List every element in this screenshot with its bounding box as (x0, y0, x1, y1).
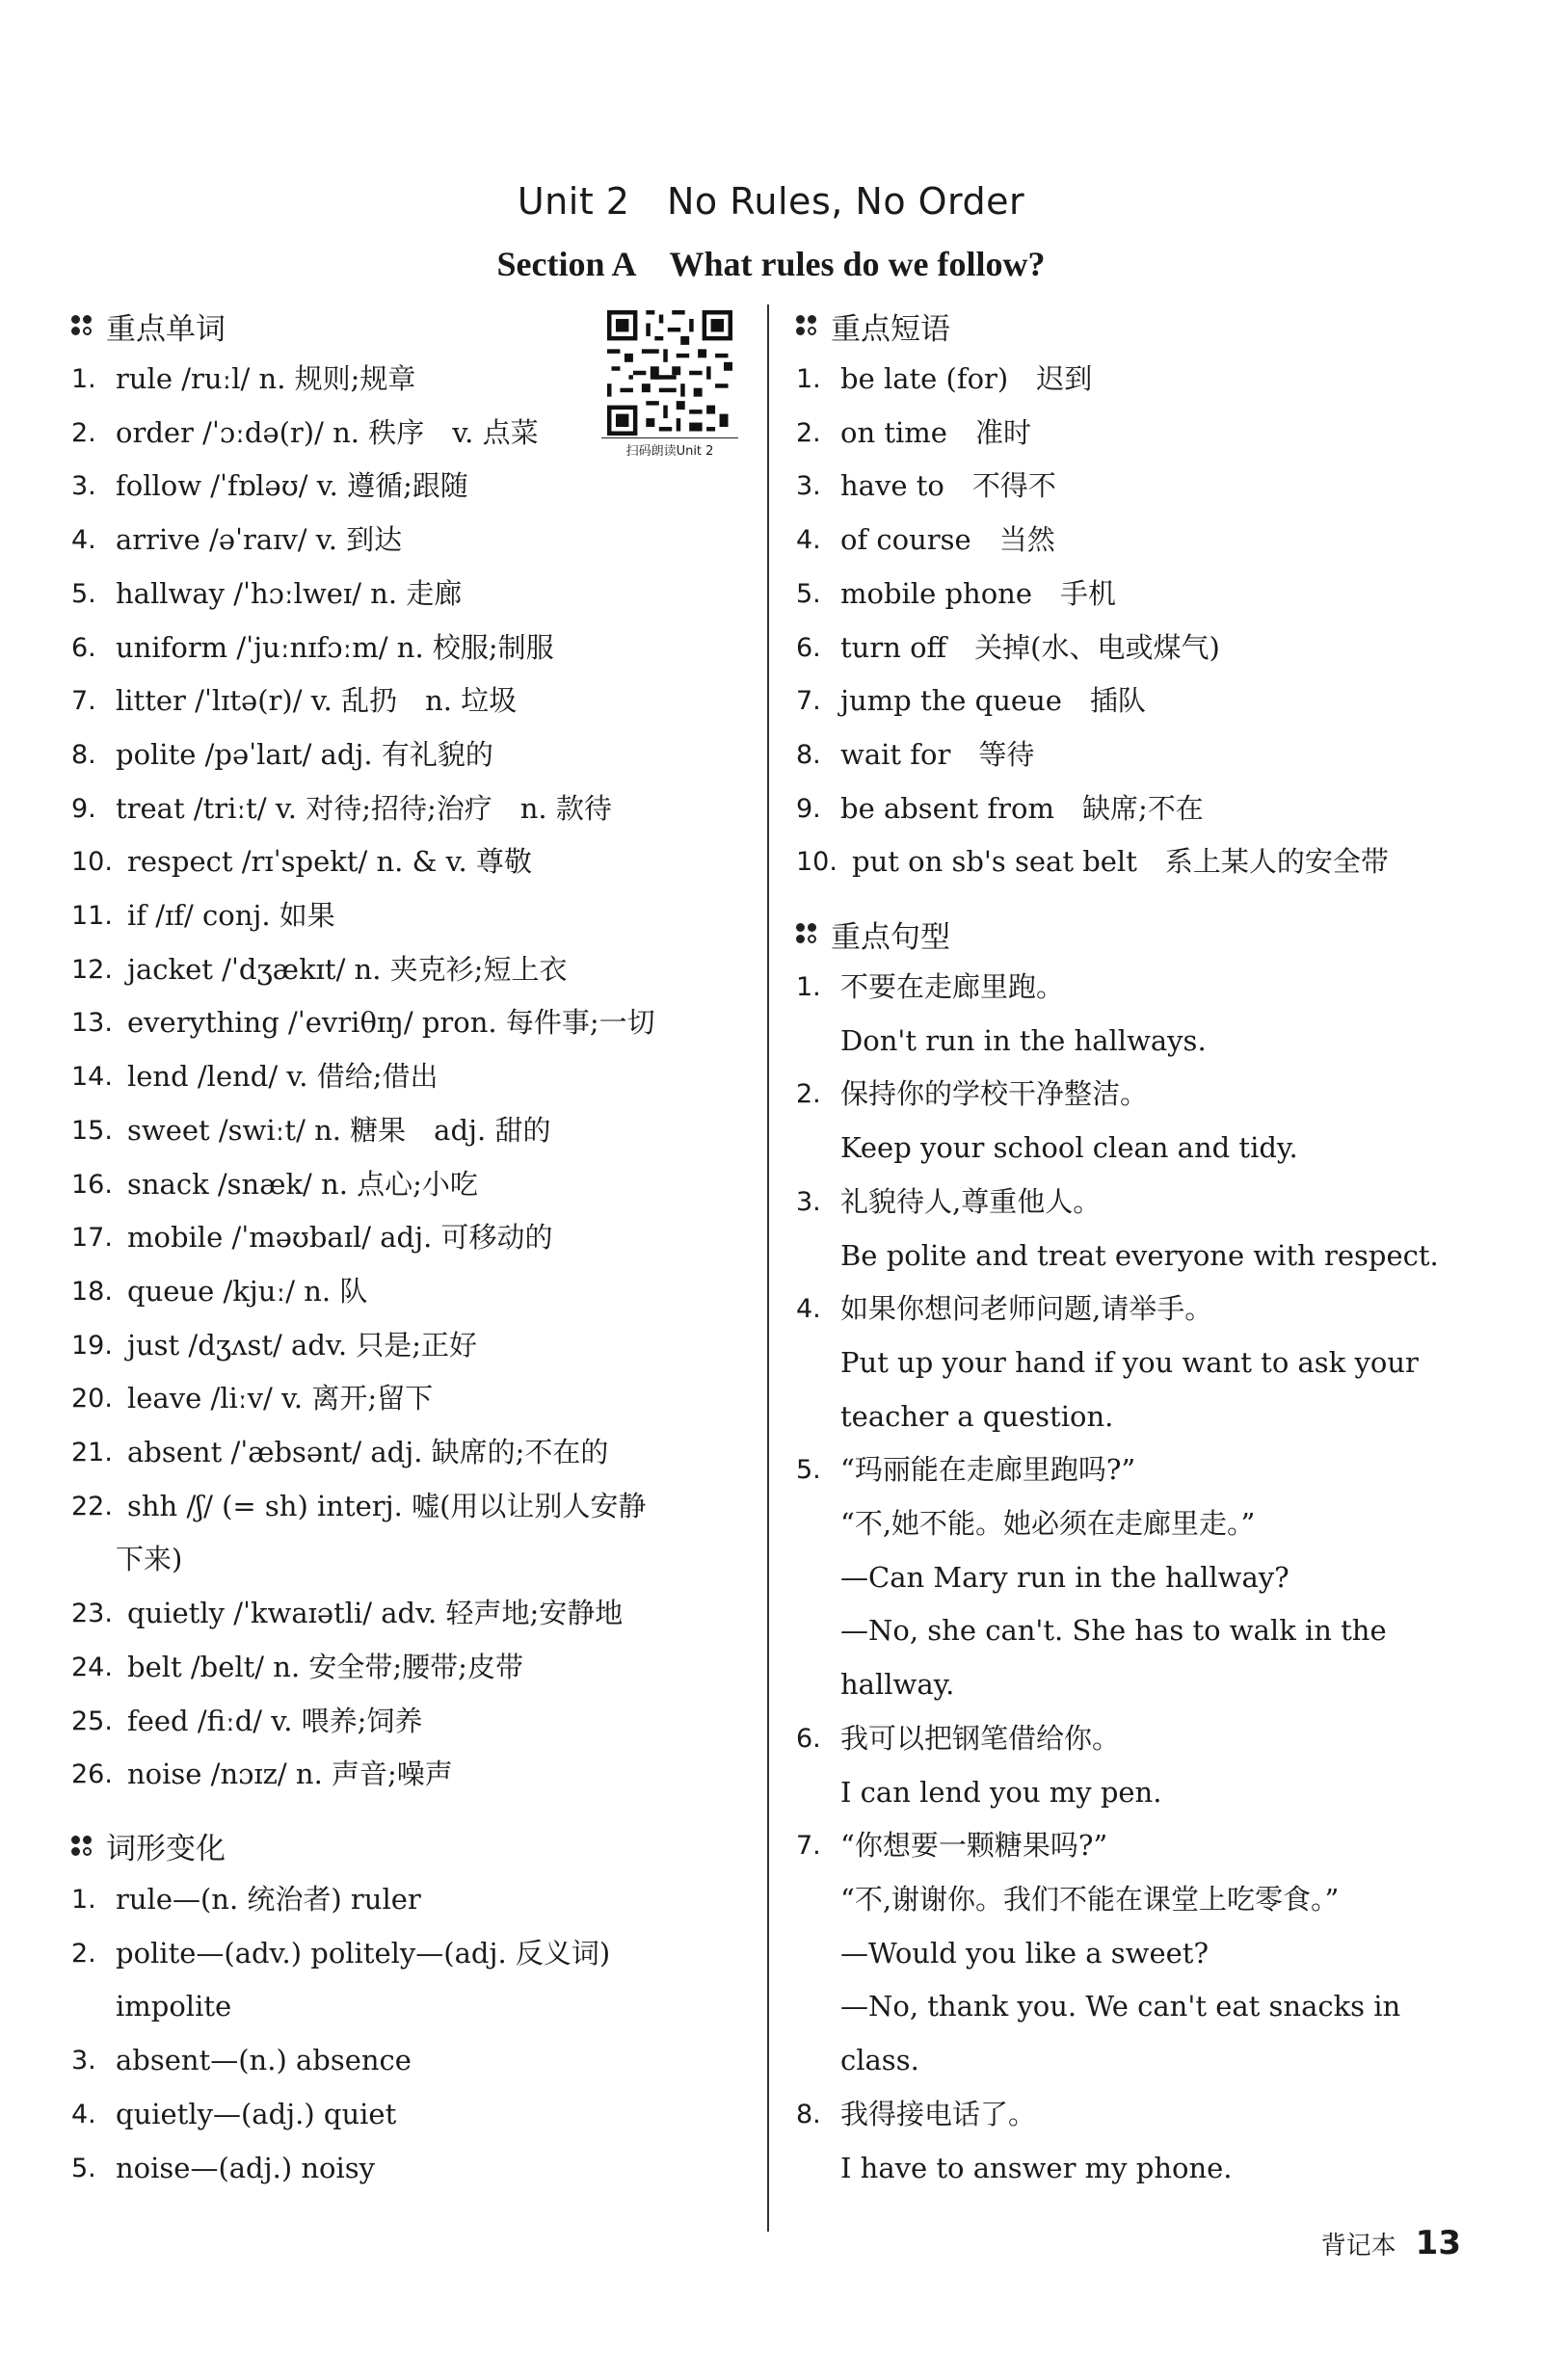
sentence-line: I can lend you my pen. (840, 1775, 1162, 1809)
sentence-line: “不,她不能。她必须在走廊里走。” (840, 1507, 1256, 1541)
item-number: 2. (71, 417, 96, 448)
item-text: be absent from 缺席;不在 (840, 791, 1204, 825)
sentence-line: I have to answer my phone. (840, 2151, 1233, 2184)
item-number: 8. (71, 739, 96, 770)
sentence-lines (840, 1819, 1471, 2088)
item-text: sweet /swiːt/ n. 糖果 adj. 甜的 (127, 1113, 551, 1147)
item-number: 9. (796, 793, 821, 824)
key-words-list (71, 353, 746, 1802)
phrase-item (796, 568, 1471, 621)
sentence-line: 礼貌待人,尊重他人。 (840, 1184, 1102, 1218)
sentence-item (796, 1068, 1471, 1175)
sentence-line: “玛丽能在走廊里跑吗?” (840, 1453, 1136, 1487)
item-number: 4. (71, 525, 96, 556)
item-number: 1. (796, 364, 821, 394)
item-number: 18. (71, 1276, 113, 1307)
vocab-item (71, 353, 746, 407)
sentence-line: —Would you like a sweet? (840, 1936, 1210, 1970)
vocab-item (71, 1050, 746, 1104)
item-text: respect /rɪˈspekt/ n. & v. 尊敬 (127, 845, 532, 879)
key-sentences-list (796, 961, 1471, 2195)
vocab-item (71, 407, 746, 461)
item-text: litter /ˈlɪtə(r)/ v. 乱扔 n. 垃圾 (116, 684, 518, 718)
sentence-lines (840, 2088, 1471, 2195)
item-number: 5. (71, 2153, 96, 2183)
item-text: snack /snæk/ n. 点心;小吃 (127, 1167, 478, 1201)
item-text: if /ɪf/ conj. 如果 (127, 899, 335, 933)
sentence-item (796, 1443, 1471, 1712)
vocab-item (71, 1480, 746, 1534)
item-number: 23. (71, 1599, 113, 1629)
word-forms-heading: 词形变化 (71, 1825, 746, 1867)
phrase-item (796, 835, 1471, 889)
vocab-item (71, 1104, 746, 1158)
item-number: 6. (796, 1723, 821, 1754)
item-continuation: 下来) (116, 1543, 183, 1576)
item-text: mobile /ˈməʊbaɪl/ adj. 可移动的 (127, 1221, 553, 1255)
item-number: 5. (71, 578, 96, 609)
item-text: absent—(n.) absence (116, 2044, 412, 2077)
sentence-lines (840, 1712, 1471, 1819)
vocab-item (71, 889, 746, 943)
sentence-line: 我可以把钢笔借给你。 (840, 1721, 1121, 1755)
word-form-item (71, 2088, 746, 2142)
item-number: 3. (796, 1186, 821, 1217)
vocab-item (71, 728, 746, 782)
vocab-item (71, 1211, 746, 1265)
item-text: quietly—(adj.) quiet (116, 2097, 397, 2130)
key-phrases-heading: 重点短语 (796, 304, 1471, 347)
item-text: noise /nɔɪz/ n. 声音;噪声 (127, 1758, 453, 1791)
vocab-item (71, 1319, 746, 1373)
vocab-item (71, 1587, 746, 1641)
page-number: 13 (1415, 2224, 1461, 2262)
sentence-line: —Can Mary run in the hallway? (840, 1560, 1289, 1594)
item-number: 10. (796, 847, 837, 878)
word-form-item (71, 1873, 746, 1927)
qr-label: 扫码朗读Unit 2 (601, 437, 738, 459)
word-forms-list (71, 1873, 746, 2195)
item-text: hallway /ˈhɔːlweɪ/ n. 走廊 (116, 576, 463, 610)
item-text: treat /triːt/ v. 对待;招待;治疗 n. 款待 (116, 791, 612, 825)
sentence-item (796, 1176, 1471, 1283)
item-text: belt /belt/ n. 安全带;腰带;皮带 (127, 1650, 523, 1683)
section-title: Section A What rules do we follow? (496, 245, 1046, 283)
item-number: 2. (71, 1938, 96, 1969)
item-number: 11. (71, 901, 113, 932)
sentence-line: 我得接电话了。 (840, 2097, 1037, 2130)
item-number: 19. (71, 1330, 113, 1361)
sentence-line: hallway. (840, 1668, 955, 1702)
item-number: 7. (796, 1831, 821, 1862)
item-number: 9. (71, 793, 96, 824)
vocab-item (71, 943, 746, 997)
phrase-item (796, 674, 1471, 728)
item-text: have to 不得不 (840, 469, 1056, 503)
phrase-item (796, 782, 1471, 836)
item-number: 5. (796, 578, 821, 609)
vocab-item (71, 996, 746, 1050)
right-column (796, 304, 1471, 2218)
item-text: queue /kjuː/ n. 队 (127, 1274, 368, 1308)
item-number: 2. (796, 1079, 821, 1110)
sentence-line: Don't run in the hallways. (840, 1023, 1207, 1057)
key-sentences-section (796, 912, 1471, 2195)
sentence-line: 如果你想问老师问题,请举手。 (840, 1292, 1213, 1326)
item-number: 4. (796, 1294, 821, 1325)
vocab-item (71, 568, 746, 621)
item-number: 7. (796, 686, 821, 717)
item-number: 8. (796, 2099, 821, 2129)
vocab-item (71, 1748, 746, 1802)
phrase-item (796, 460, 1471, 514)
key-phrases-section (796, 304, 1471, 889)
sentence-item (796, 961, 1471, 1068)
item-number: 6. (796, 632, 821, 663)
clover-bullet-icon (796, 923, 817, 944)
item-number: 1. (796, 972, 821, 1003)
item-text: on time 准时 (840, 415, 1031, 449)
key-words-section (71, 304, 746, 1802)
vocab-item (71, 782, 746, 836)
item-text: polite /pəˈlaɪt/ adj. 有礼貌的 (116, 737, 493, 771)
item-text: noise—(adj.) noisy (116, 2151, 376, 2184)
sentence-lines (840, 1443, 1471, 1712)
sentence-lines (840, 1068, 1471, 1175)
key-sentences-heading: 重点句型 (796, 912, 1471, 955)
vocab-item (71, 1265, 746, 1319)
sentence-line: 保持你的学校干净整洁。 (840, 1077, 1149, 1111)
item-text: shh /ʃ/ (= sh) interj. 嘘(用以让别人安静 (127, 1489, 647, 1522)
item-number: 25. (71, 1706, 113, 1736)
sentence-line: Put up your hand if you want to ask your (840, 1345, 1419, 1379)
item-text: mobile phone 手机 (840, 576, 1116, 610)
sentence-line: “你想要一颗糖果吗?” (840, 1829, 1108, 1863)
item-text: leave /liːv/ v. 离开;留下 (127, 1382, 434, 1415)
vocab-item (71, 674, 746, 728)
item-number: 6. (71, 632, 96, 663)
item-text: feed /fiːd/ v. 喂养;饲养 (127, 1704, 423, 1737)
item-number: 4. (796, 525, 821, 556)
item-number: 3. (71, 471, 96, 502)
item-number: 3. (796, 471, 821, 502)
item-text: absent /ˈæbsənt/ adj. 缺席的;不在的 (127, 1436, 609, 1469)
phrase-item (796, 353, 1471, 407)
sentence-line: Keep your school clean and tidy. (840, 1131, 1298, 1165)
sentence-line: class. (840, 2044, 919, 2077)
vocab-item (71, 1426, 746, 1480)
sentence-lines (840, 961, 1471, 1068)
sentence-lines (840, 1176, 1471, 1283)
sentence-line: 不要在走廊里跑。 (840, 970, 1065, 1004)
sentence-line: “不,谢谢你。我们不能在课堂上吃零食。” (840, 1882, 1340, 1916)
item-number: 24. (71, 1652, 113, 1682)
item-text: wait for 等待 (840, 737, 1035, 771)
word-forms-section (71, 1825, 746, 2195)
vocab-item (71, 1695, 746, 1749)
clover-bullet-icon (71, 315, 93, 336)
item-number: 13. (71, 1008, 113, 1039)
item-number: 3. (71, 2046, 96, 2076)
key-words-heading: 重点单词 (71, 304, 746, 347)
item-number: 17. (71, 1223, 113, 1254)
item-continuation: impolite (116, 1990, 232, 2023)
item-text: rule /ruːl/ n. 规则;规章 (116, 362, 416, 395)
item-text: lend /lend/ v. 借给;借出 (127, 1060, 439, 1094)
item-number: 7. (71, 686, 96, 717)
sentence-line: Be polite and treat everyone with respect. (840, 1238, 1439, 1272)
phrase-item (796, 407, 1471, 461)
item-number: 1. (71, 1884, 96, 1915)
item-number: 26. (71, 1759, 113, 1790)
vocab-item (71, 514, 746, 568)
item-text: everything /ˈevriθɪŋ/ pron. 每件事;一切 (127, 1006, 655, 1040)
sentence-item (796, 1712, 1471, 1819)
phrase-item (796, 514, 1471, 568)
item-number: 4. (71, 2099, 96, 2129)
unit-title: Unit 2 No Rules, No Order (517, 180, 1025, 223)
sentence-lines (840, 1283, 1471, 1443)
item-text: quietly /ˈkwaɪətli/ adv. 轻声地;安静地 (127, 1597, 624, 1630)
item-number: 12. (71, 954, 113, 985)
item-number: 16. (71, 1169, 113, 1200)
item-number: 2. (796, 417, 821, 448)
left-column (71, 304, 746, 2218)
sentence-line: —No, thank you. We can't eat snacks in (840, 1990, 1401, 2023)
sentence-item (796, 1819, 1471, 2088)
item-text: be late (for) 迟到 (840, 362, 1093, 395)
sentence-item (796, 2088, 1471, 2195)
sentence-line: teacher a question. (840, 1399, 1114, 1433)
item-number: 22. (71, 1491, 113, 1521)
item-text: arrive /əˈraɪv/ v. 到达 (116, 523, 403, 557)
vocab-item (71, 460, 746, 514)
item-number: 10. (71, 847, 113, 878)
vocab-item (71, 835, 746, 889)
item-number: 14. (71, 1062, 113, 1093)
item-text: put on sb's seat belt 系上某人的安全带 (852, 845, 1389, 879)
sentence-line: —No, she can't. She has to walk in the (840, 1614, 1387, 1648)
item-text: jacket /ˈdʒækɪt/ n. 夹克衫;短上衣 (127, 952, 568, 986)
item-number: 21. (71, 1438, 113, 1468)
item-number: 15. (71, 1115, 113, 1146)
item-number: 1. (71, 364, 96, 394)
clover-bullet-icon (796, 315, 817, 336)
item-text: follow /ˈfɒləʊ/ v. 遵循;跟随 (116, 469, 468, 503)
clover-bullet-icon (71, 1836, 93, 1857)
column-divider (767, 304, 769, 2232)
item-text: rule—(n. 统治者) ruler (116, 1882, 421, 1916)
word-form-item (71, 2034, 746, 2088)
phrase-item (796, 728, 1471, 782)
item-number: 20. (71, 1384, 113, 1415)
item-text: of course 当然 (840, 523, 1055, 557)
item-text: turn off 关掉(水、电或煤气) (840, 630, 1220, 664)
footer-label: 背记本 (1320, 2232, 1396, 2261)
item-text: just /dʒʌst/ adv. 只是;正好 (127, 1328, 478, 1362)
word-form-item (71, 2142, 746, 2196)
vocab-item (71, 1372, 746, 1426)
sentence-item (796, 1283, 1471, 1443)
item-text: jump the queue 插队 (840, 684, 1146, 718)
item-text: order /ˈɔːdə(r)/ n. 秩序 v. 点菜 (116, 415, 539, 449)
vocab-item (71, 1641, 746, 1695)
key-phrases-list (796, 353, 1471, 889)
vocab-item (71, 621, 746, 675)
item-number: 8. (796, 739, 821, 770)
vocab-item (71, 1158, 746, 1212)
item-text: uniform /ˈjuːnɪfɔːm/ n. 校服;制服 (116, 630, 554, 664)
item-number: 5. (796, 1455, 821, 1486)
item-text: polite—(adv.) politely—(adj. 反义词) (116, 1936, 611, 1970)
word-form-item (71, 1927, 746, 1981)
phrase-item (796, 621, 1471, 675)
page-footer (1321, 2224, 1461, 2262)
